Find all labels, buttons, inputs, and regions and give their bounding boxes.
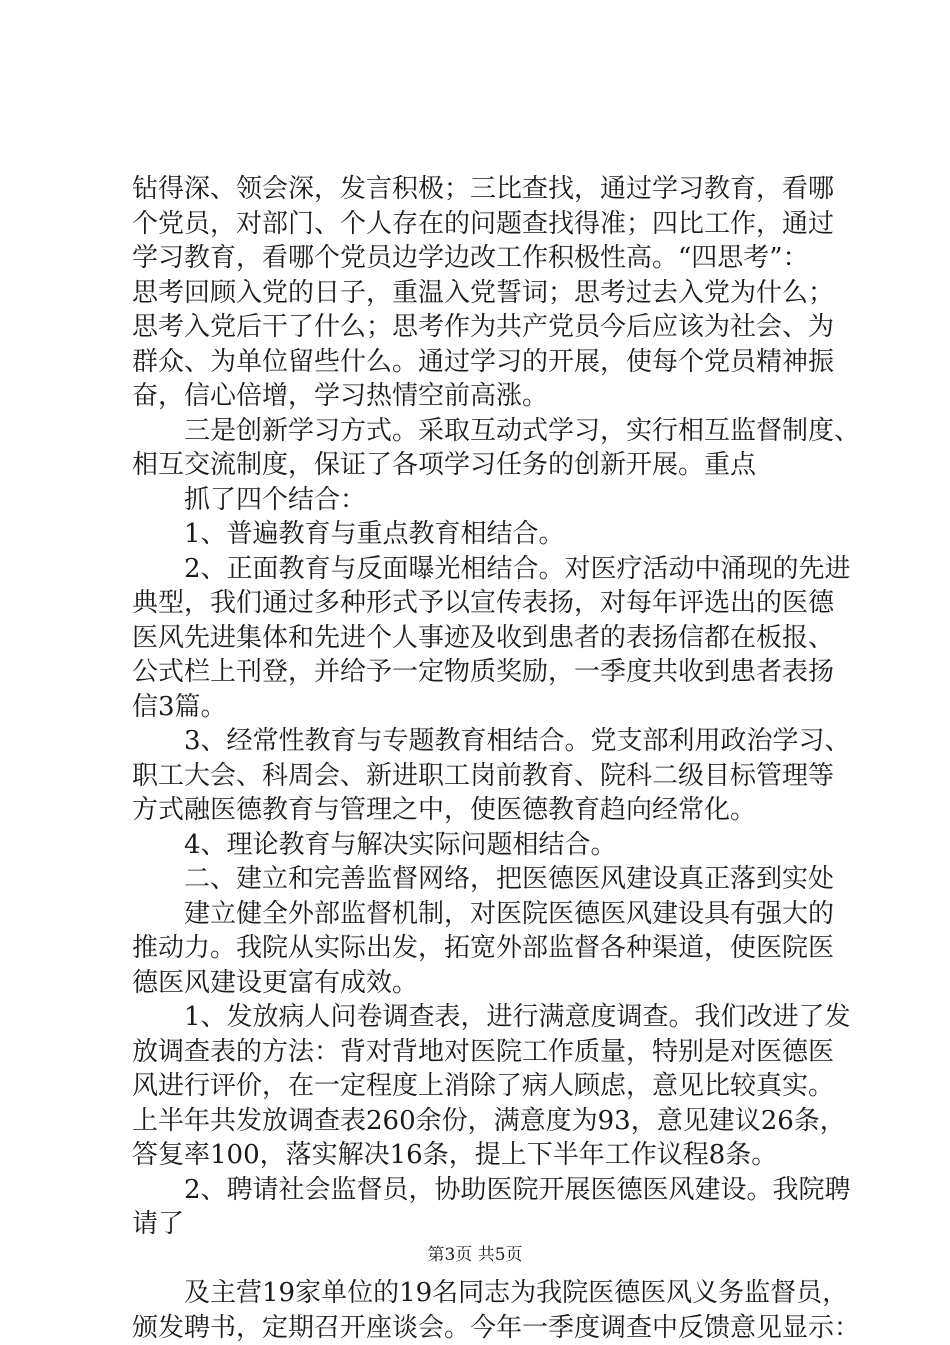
text-line: 职工大会、科周会、新进职工岗前教育、院科二级目标管理等 xyxy=(132,759,832,794)
text-line: 三是创新学习方式。采取互动式学习，实行相互监督制度、 xyxy=(132,414,832,449)
text-line: 1、发放病人问卷调查表，进行满意度调查。我们改进了发 xyxy=(132,1000,832,1035)
text-line: 个党员，对部门、个人存在的问题查找得准；四比工作，通过 xyxy=(132,207,832,242)
text-line: 颁发聘书，定期召开座谈会。今年一季度调查中反馈意见显示： xyxy=(132,1311,832,1345)
text-line: 相互交流制度，保证了各项学习任务的创新开展。重点 xyxy=(132,448,832,483)
text-line: 德医风建设更富有成效。 xyxy=(132,966,832,1001)
text-line: 及主营19家单位的19名同志为我院医德医风义务监督员， xyxy=(132,1276,832,1311)
text-line: 推动力。我院从实际出发，拓宽外部监督各种渠道，使医院医 xyxy=(132,931,832,966)
text-line: 信3篇。 xyxy=(132,690,832,725)
text-line: 1、普遍教育与重点教育相结合。 xyxy=(132,517,832,552)
text-line: 典型，我们通过多种形式予以宣传表扬，对每年评选出的医德 xyxy=(132,586,832,621)
text-line: 上半年共发放调查表260余份，满意度为93，意见建议26条， xyxy=(132,1104,832,1139)
document-body xyxy=(132,172,832,1345)
page-footer: 第3页 共5页 xyxy=(0,1240,950,1265)
text-line: 医风先进集体和先进个人事迹及收到患者的表扬信都在板报、 xyxy=(132,621,832,656)
text-line: 方式融医德教育与管理之中，使医德教育趋向经常化。 xyxy=(132,793,832,828)
text-line: 公式栏上刊登，并给予一定物质奖励，一季度共收到患者表扬 xyxy=(132,655,832,690)
text-line: 奋，信心倍增，学习热情空前高涨。 xyxy=(132,379,832,414)
text-line: 抓了四个结合： xyxy=(132,483,832,518)
text-line: 4、理论教育与解决实际问题相结合。 xyxy=(132,828,832,863)
text-line: 思考回顾入党的日子，重温入党誓词；思考过去入党为什么； xyxy=(132,276,832,311)
text-line: 群众、为单位留些什么。通过学习的开展，使每个党员精神振 xyxy=(132,345,832,380)
text-line: 答复率100，落实解决16条，提上下半年工作议程8条。 xyxy=(132,1138,832,1173)
text-line: 请了 xyxy=(132,1207,832,1242)
text-line: 二、建立和完善监督网络，把医德医风建设真正落到实处 xyxy=(132,862,832,897)
text-line: 钻得深、领会深，发言积极；三比查找，通过学习教育，看哪 xyxy=(132,172,832,207)
text-line: 2、正面教育与反面曝光相结合。对医疗活动中涌现的先进 xyxy=(132,552,832,587)
text-line: 学习教育，看哪个党员边学边改工作积极性高。“四思考”： xyxy=(132,241,832,276)
text-line: 3、经常性教育与专题教育相结合。党支部利用政治学习、 xyxy=(132,724,832,759)
text-line: 思考入党后干了什么；思考作为共产党员今后应该为社会、为 xyxy=(132,310,832,345)
text-line: 2、聘请社会监督员，协助医院开展医德医风建设。我院聘 xyxy=(132,1173,832,1208)
text-line: 建立健全外部监督机制，对医院医德医风建设具有强大的 xyxy=(132,897,832,932)
text-line: 放调查表的方法：背对背地对医院工作质量，特别是对医德医 xyxy=(132,1035,832,1070)
text-line: 风进行评价，在一定程度上消除了病人顾虑，意见比较真实。 xyxy=(132,1069,832,1104)
